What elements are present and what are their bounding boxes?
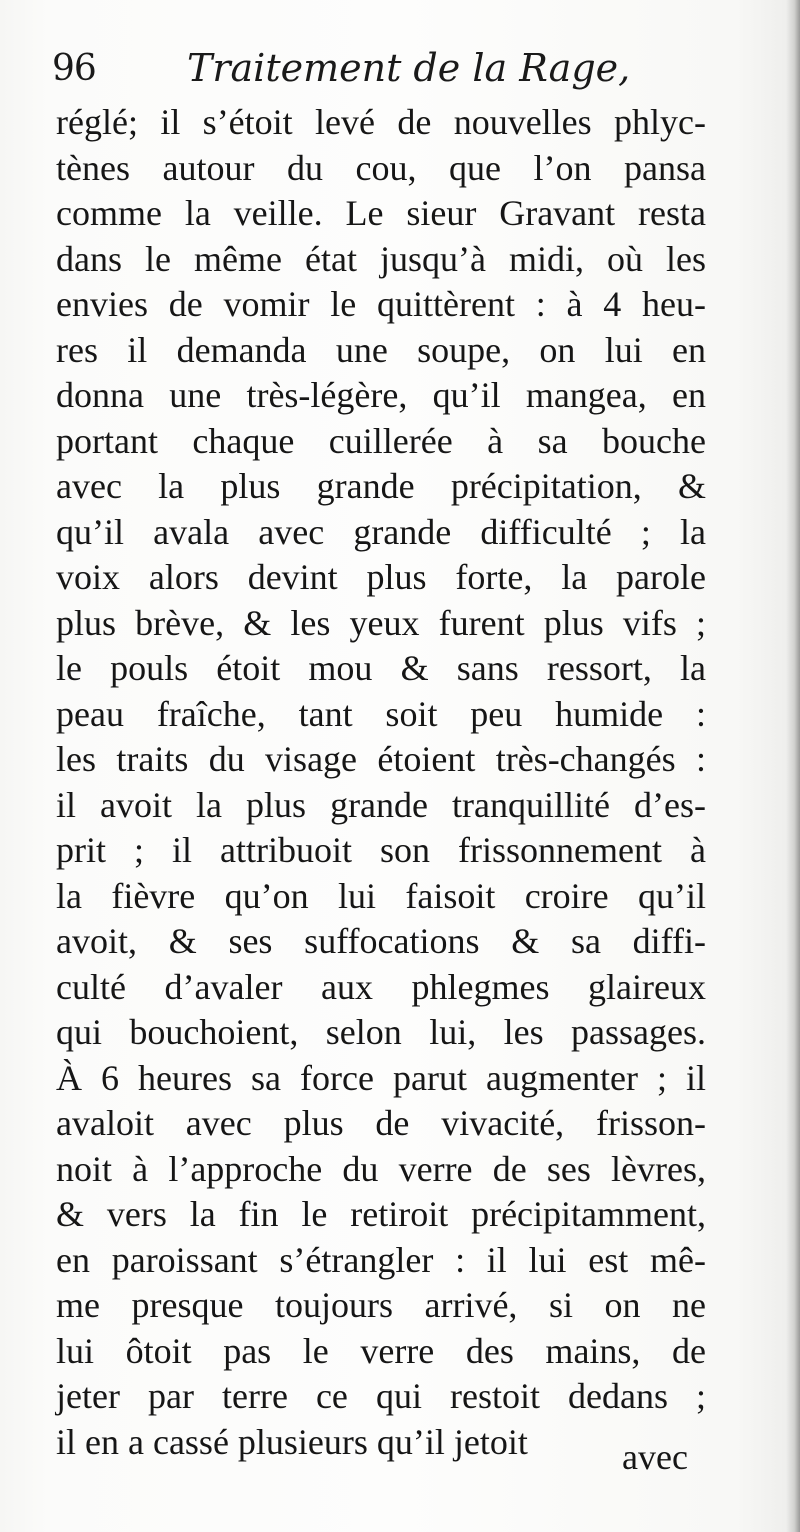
text-line: res il demanda une soupe, on lui en bbox=[56, 329, 706, 370]
text-line: réglé; il s’étoit levé de nouvelles phlyc- bbox=[56, 102, 706, 142]
text-line: lui ôtoit pas le verre des mains, de bbox=[56, 1330, 706, 1371]
text-line: envies de vomir le quittèrent : à 4 heu- bbox=[56, 284, 706, 324]
text-line: culté d’avaler aux phlegmes glaireux bbox=[56, 966, 706, 1007]
text-line: portant chaque cuillerée à sa bouche bbox=[56, 420, 706, 461]
text-line: tènes autour du cou, que l’on pansa bbox=[56, 147, 706, 188]
text-line: donna une très-légère, qu’il mangea, en bbox=[56, 375, 706, 415]
page-number: 96 bbox=[52, 48, 96, 89]
text-line: peau fraîche, tant soit peu humide : bbox=[56, 693, 706, 734]
text-line: les traits du visage étoient très-changés : bbox=[56, 739, 706, 779]
page-header bbox=[52, 40, 732, 98]
text-line: À 6 heures sa force parut augmenter ; il bbox=[56, 1057, 706, 1098]
text-line: qui bouchoient, selon lui, les passages. bbox=[56, 1012, 706, 1052]
text-line: avaloit avec plus de vivacité, frisson- bbox=[56, 1103, 706, 1143]
text-line: voix alors devint plus forte, la parole bbox=[56, 557, 706, 597]
text-line: comme la veille. Le sieur Gravant resta bbox=[56, 193, 706, 233]
text-line: noit à l’approche du verre de ses lèvres, bbox=[56, 1148, 706, 1189]
running-head: Traitement de la Rage, bbox=[187, 46, 631, 90]
text-line: il en a cassé plusieurs qu’il jetoit bbox=[56, 1421, 528, 1462]
text-line: en paroissant s’étrangler : il lui est mê- bbox=[56, 1239, 706, 1280]
text-line: prit ; il attribuoit son frissonnement à bbox=[56, 830, 706, 870]
page-gutter-shadow bbox=[786, 0, 800, 1532]
text-line: & vers la fin le retiroit précipitamment, bbox=[56, 1194, 706, 1234]
text-line: avec la plus grande précipitation, & bbox=[56, 466, 706, 506]
text-line: qu’il avala avec grande difficulté ; la bbox=[56, 511, 706, 552]
text-line: dans le même état jusqu’à midi, où les bbox=[56, 238, 706, 279]
text-line: le pouls étoit mou & sans ressort, la bbox=[56, 648, 706, 688]
catchword: avec bbox=[622, 1437, 688, 1477]
text-line: jeter par terre ce qui restoit dedans ; bbox=[56, 1376, 706, 1416]
text-line: il avoit la plus grande tranquillité d’es- bbox=[56, 784, 706, 825]
text-line: plus brève, & les yeux furent plus vifs ; bbox=[56, 602, 706, 643]
text-line: avoit, & ses suffocations & sa diffi- bbox=[56, 921, 706, 961]
text-line: me presque toujours arrivé, si on ne bbox=[56, 1285, 706, 1325]
body-text bbox=[56, 100, 706, 1465]
text-line: la fièvre qu’on lui faisoit croire qu’il bbox=[56, 875, 706, 916]
